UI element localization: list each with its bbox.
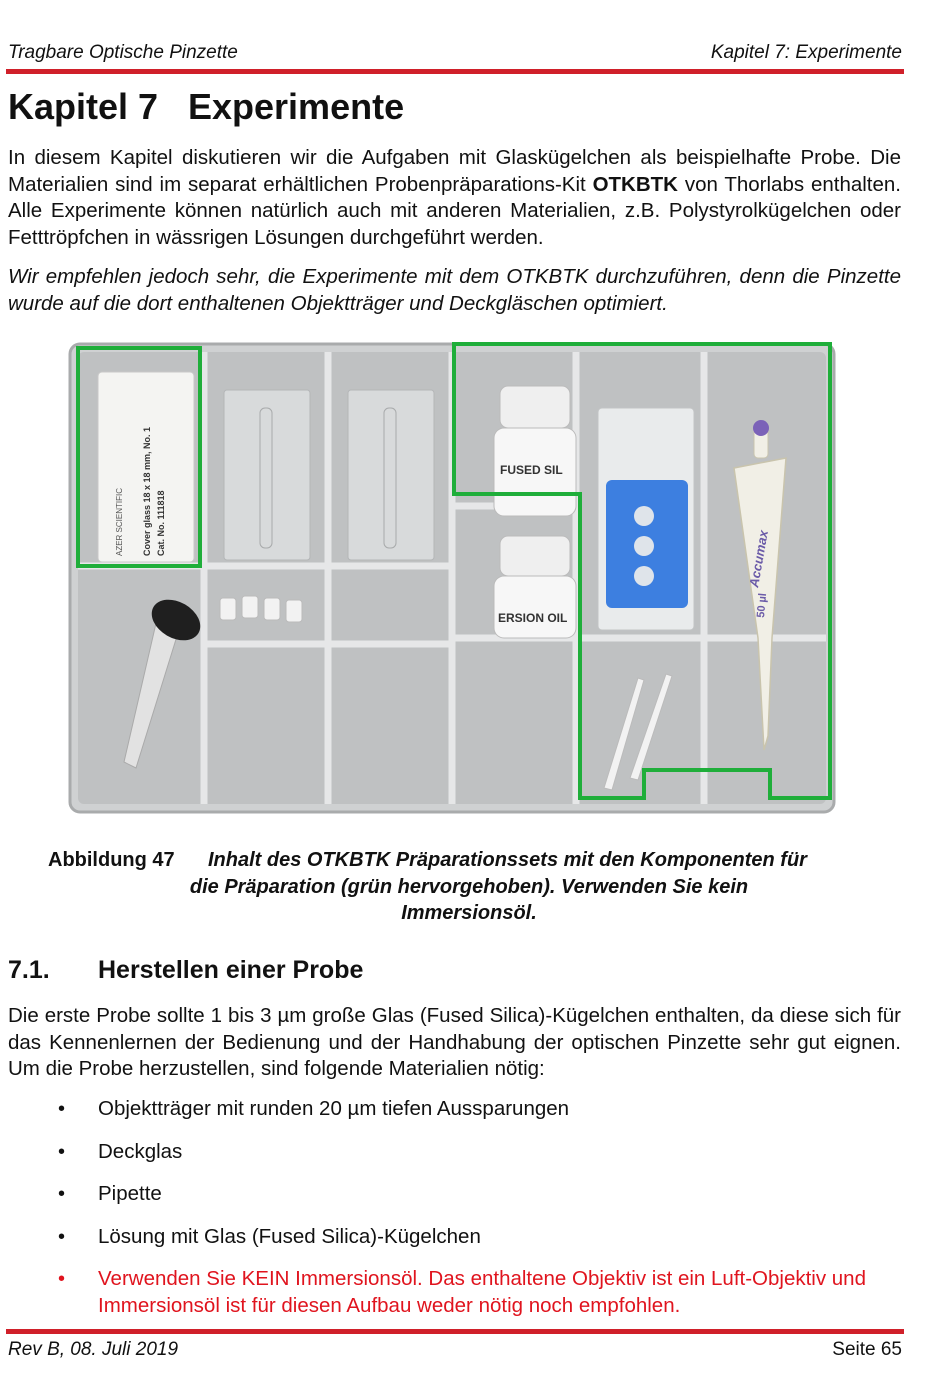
cover-glass-box	[98, 372, 194, 562]
intro-text-b: von Thorlabs enthalten. Alle Experimente können natürlich auch mit anderen Materialien, z.B. Polystyrolkügelchen oder Fetttröpfchen in wässrigen Lösungen durchgeführt werden.	[8, 172, 901, 249]
bottle-fused-silica	[494, 386, 576, 516]
caption-line-3: Immersionsöl.	[401, 902, 537, 924]
chapter-name: Experimente	[188, 86, 405, 127]
section-body: Die erste Probe sollte 1 bis 3 µm große Glas (Fused Silica)-Kügelchen enthalten, da diese sich für das Kennenlernen der Bedienung und der Handhabung der optischen Pinzette sehr gut eignen. Um die Probe herzustellen, sind folgende Materialien nötig:	[8, 1004, 901, 1080]
cover-brand-label: AZER SCIENTIFIC	[115, 487, 124, 556]
pipette-volume-label: 50 µl	[755, 592, 770, 619]
caption-line-1: Inhalt des OTKBTK Präparationssets mit den Komponenten für	[208, 849, 807, 871]
section-title: Herstellen einer Probe	[98, 956, 364, 984]
revision-date: Rev B, 08. Juli 2019	[8, 1339, 179, 1360]
bottle2-label: ERSION OIL	[498, 611, 568, 625]
intro-text-a: In diesem Kapitel diskutieren wir die Aufgaben mit Glaskügelchen als beispielhafte Probe. Die Materialien sind im separat erhältlichen Probenpräparations-Kit	[8, 146, 901, 196]
caption-line-2: die Präparation (grün hervorgehoben). Verwenden Sie kein	[189, 875, 749, 898]
pipette-brand-label: Accumax	[746, 528, 771, 589]
figure-caption	[48, 847, 890, 927]
footer-rule	[6, 1329, 904, 1334]
materials-list	[0, 1096, 905, 1335]
kit-name: OTKBTK	[592, 172, 678, 196]
well-slide	[598, 408, 694, 630]
intro-paragraph-2: Wir empfehlen jedoch sehr, die Experimente mit dem OTKBTK durchzuführen, denn die Pinzette wurde auf die dort enthaltenen Objektträger und Deckgläschen optimiert.	[8, 265, 901, 315]
cover-cat-label: Cat. No. 111818	[156, 490, 166, 556]
list-item: • Objektträger mit runden 20 µm tiefen Aussparungen	[0, 1096, 905, 1123]
chapter-title	[8, 86, 404, 128]
section-heading	[8, 956, 363, 985]
section-number: 7.1.	[8, 956, 50, 984]
intro-paragraph-1	[8, 145, 901, 251]
bottle-immersion-oil	[494, 536, 576, 638]
figure-label: Abbildung 47	[48, 849, 175, 871]
kit-photo	[64, 338, 840, 818]
list-item-warning: • Verwenden Sie KEIN Immersionsöl. Das enthaltene Objektiv ist ein Luft-Objektiv und Immersionsöl ist für diesen Aufbau weder nötig noch empfohlen.	[0, 1266, 905, 1319]
bottle1-label: FUSED SIL	[500, 463, 563, 477]
cover-size-label: Cover glass 18 x 18 mm, No. 1	[142, 426, 152, 556]
list-item: • Deckglas	[0, 1139, 905, 1166]
header-left: Tragbare Optische Pinzette	[8, 42, 238, 63]
header-rule	[6, 69, 904, 74]
list-item: • Lösung mit Glas (Fused Silica)-Kügelchen	[0, 1224, 905, 1251]
list-item: • Pipette	[0, 1181, 905, 1208]
page-header	[8, 42, 902, 68]
chapter-number: Kapitel 7	[8, 86, 159, 127]
header-right: Kapitel 7: Experimente	[710, 42, 902, 63]
page-number: Seite 65	[832, 1339, 902, 1360]
